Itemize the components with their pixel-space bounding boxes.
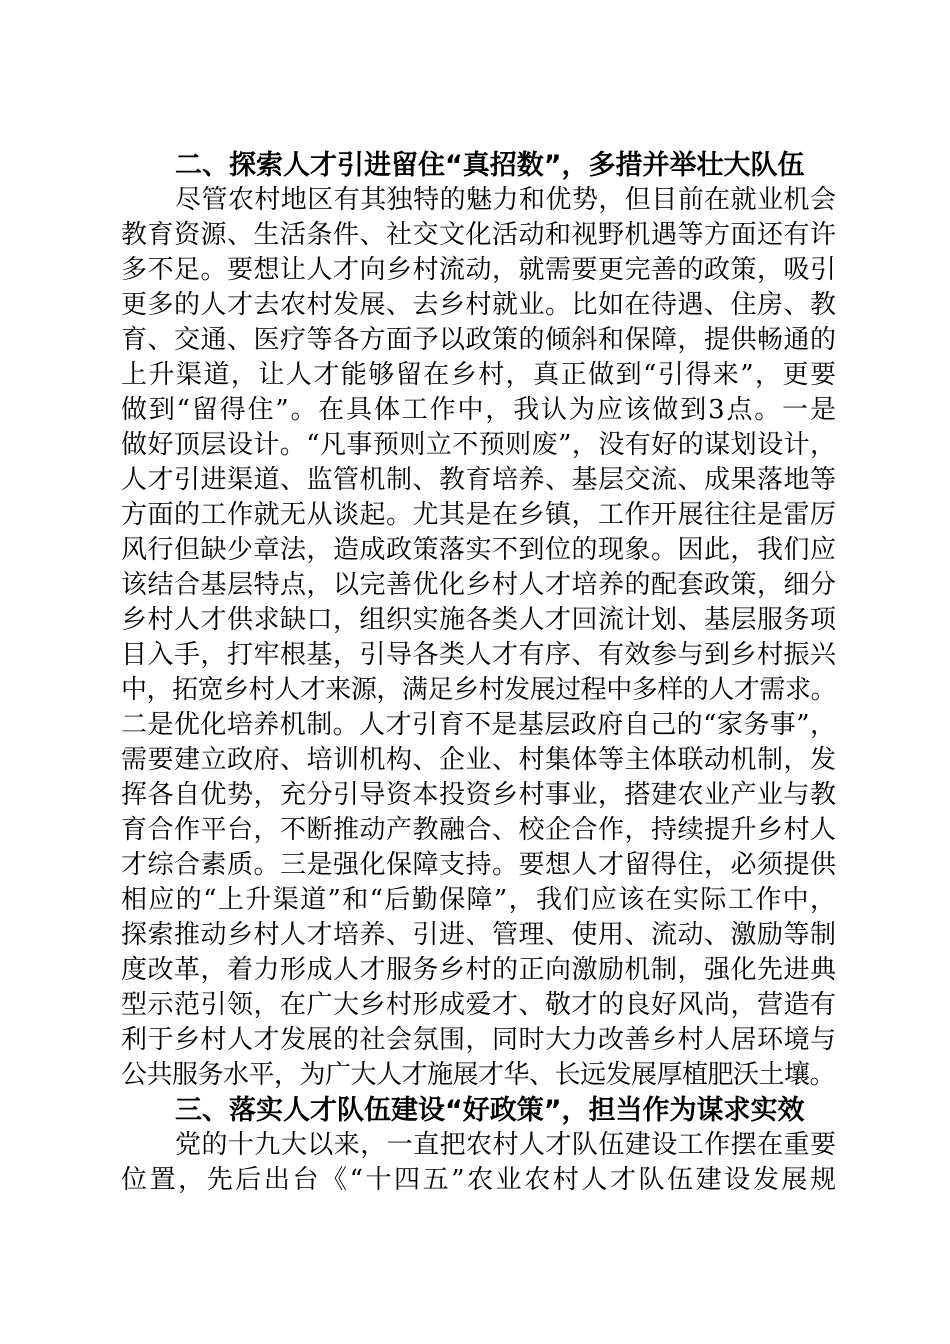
section-2-heading: 二、探索人才引进留住“真招数”，多措并举壮大队伍 bbox=[175, 150, 805, 181]
text-line: 更多的人才去农村发展、去乡村就业。比如在待遇、住房、教 bbox=[121, 290, 836, 320]
text-line: 做到“留得住”。在具体工作中，我认为应该做到3点。一是 bbox=[121, 395, 836, 425]
text-line: 该结合基层特点，以完善优化乡村人才培养的配套政策，细分 bbox=[121, 570, 836, 600]
text-line: 育、交通、医疗等各方面予以政策的倾斜和保障，提供畅通的 bbox=[121, 325, 836, 355]
text-line: 挥各自优势，充分引导资本投资乡村事业，搭建农业产业与教 bbox=[121, 780, 836, 810]
text-line: 位置，先后出台《“十四五”农业农村人才队伍建设发展规 bbox=[121, 1165, 836, 1195]
text-line: 型示范引领，在广大乡村形成爱才、敬才的良好风尚，营造有 bbox=[121, 990, 836, 1020]
text-line: 党的十九大以来，一直把农村人才队伍建设工作摆在重要 bbox=[175, 1130, 836, 1160]
text-line: 教育资源、生活条件、社交文化活动和视野机遇等方面还有许 bbox=[121, 220, 836, 250]
text-line: 探索推动乡村人才培养、引进、管理、使用、流动、激励等制 bbox=[121, 920, 836, 950]
text-line: 中，拓宽乡村人才来源，满足乡村发展过程中多样的人才需求。 bbox=[121, 675, 836, 705]
text-line: 相应的“上升渠道”和“后勤保障”，我们应该在实际工作中， bbox=[121, 885, 836, 915]
text-line: 二是优化培养机制。人才引育不是基层政府自己的“家务事”， bbox=[121, 710, 836, 740]
text-line: 度改革，着力形成人才服务乡村的正向激励机制，强化先进典 bbox=[121, 955, 836, 985]
text-line: 多不足。要想让人才向乡村流动，就需要更完善的政策，吸引 bbox=[121, 255, 836, 285]
section-3-paragraph bbox=[121, 1128, 836, 1198]
text-line: 育合作平台，不断推动产教融合、校企合作，持续提升乡村人 bbox=[121, 815, 836, 845]
text-line: 风行但缺少章法，造成政策落实不到位的现象。因此，我们应 bbox=[121, 535, 836, 565]
text-line: 利于乡村人才发展的社会氛围，同时大力改善乡村人居环境与 bbox=[121, 1025, 836, 1055]
text-line: 上升渠道，让人才能够留在乡村，真正做到“引得来”，更要 bbox=[121, 360, 836, 390]
text-line: 方面的工作就无从谈起。尤其是在乡镇，工作开展往往是雷厉 bbox=[121, 500, 836, 530]
text-line: 做好顶层设计。“凡事预则立不预则废”，没有好的谋划设计， bbox=[121, 430, 836, 460]
text-line: 公共服务水平，为广大人才施展才华、长远发展厚植肥沃土壤。 bbox=[121, 1060, 836, 1090]
section-2-paragraph bbox=[121, 183, 836, 1093]
text-line: 尽管农村地区有其独特的魅力和优势，但目前在就业机会 bbox=[175, 185, 836, 215]
text-line: 需要建立政府、培训机构、企业、村集体等主体联动机制，发 bbox=[121, 745, 836, 775]
document-body bbox=[121, 148, 836, 1198]
text-line: 目入手，打牢根基，引导各类人才有序、有效参与到乡村振兴 bbox=[121, 640, 836, 670]
text-line: 乡村人才供求缺口，组织实施各类人才回流计划、基层服务项 bbox=[121, 605, 836, 635]
section-3-heading: 三、落实人才队伍建设“好政策”，担当作为谋求实效 bbox=[175, 1095, 805, 1126]
text-line: 才综合素质。三是强化保障支持。要想人才留得住，必须提供 bbox=[121, 850, 836, 880]
text-line: 人才引进渠道、监管机制、教育培养、基层交流、成果落地等 bbox=[121, 465, 836, 495]
